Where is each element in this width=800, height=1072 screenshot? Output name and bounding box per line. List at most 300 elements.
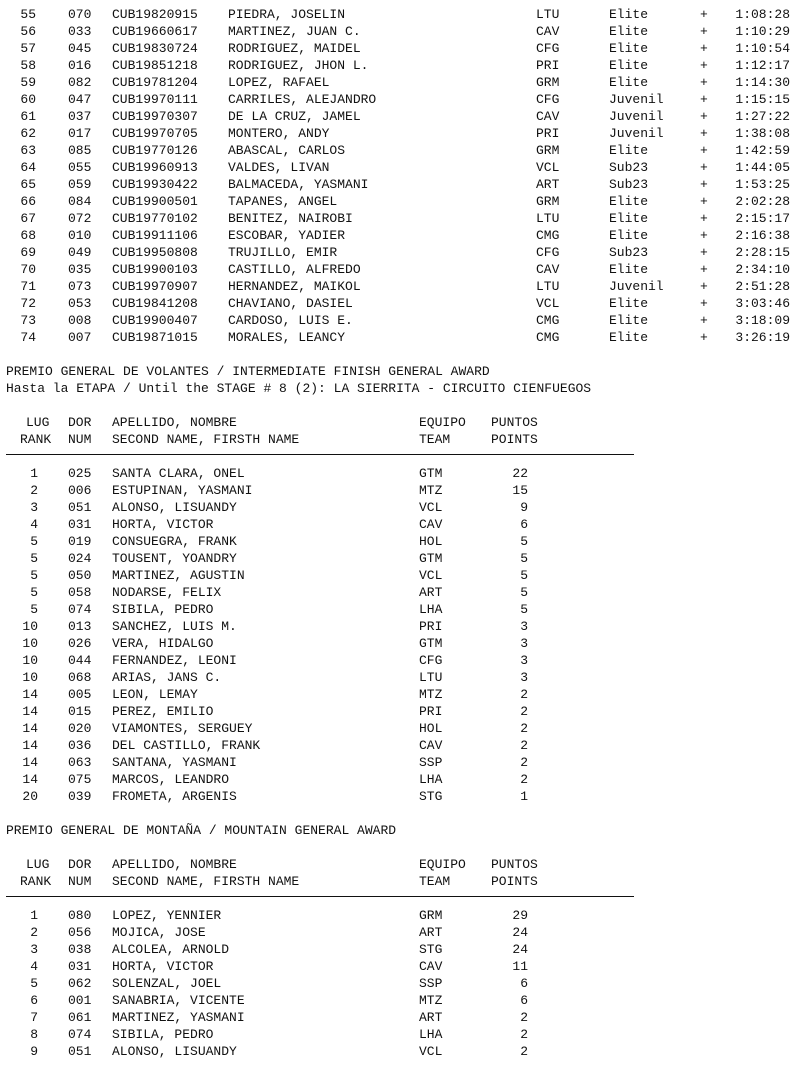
table-row bbox=[6, 686, 796, 703]
rank-cell: 20 bbox=[22, 789, 38, 804]
rank-cell: 2 bbox=[30, 483, 38, 498]
rider-name-cell: TRUJILLO, EMIR bbox=[228, 245, 338, 260]
team-cell: GTM bbox=[419, 551, 443, 566]
bib-cell: 025 bbox=[68, 466, 92, 481]
category-cell: Elite bbox=[609, 7, 649, 22]
bib-cell: 070 bbox=[68, 7, 92, 22]
time-gap-cell: 1:44:05 bbox=[735, 160, 790, 175]
bib-cell: 072 bbox=[68, 211, 92, 226]
uci-code-cell: CUB19820915 bbox=[112, 7, 198, 22]
table-row bbox=[6, 74, 796, 91]
points-cell: 2 bbox=[520, 1044, 528, 1059]
bib-cell: 045 bbox=[68, 41, 92, 56]
rider-name-cell: LOPEZ, RAFAEL bbox=[228, 75, 330, 90]
uci-code-cell: CUB19900103 bbox=[112, 262, 198, 277]
plus-sign: + bbox=[700, 75, 708, 90]
points-cell: 5 bbox=[520, 585, 528, 600]
team-cell: VCL bbox=[419, 568, 443, 583]
points-cell: 3 bbox=[520, 619, 528, 634]
mountain-award-header bbox=[6, 856, 796, 890]
plus-sign: + bbox=[700, 330, 708, 345]
table-row bbox=[6, 533, 796, 550]
mountain-award-title: PREMIO GENERAL DE MONTAÑA / MOUNTAIN GENERAL AWARD bbox=[6, 823, 397, 838]
rank-cell: 4 bbox=[30, 517, 38, 532]
points-cell: 6 bbox=[520, 976, 528, 991]
bib-cell: 080 bbox=[68, 908, 92, 923]
team-cell: LTU bbox=[536, 7, 560, 22]
time-gap-cell: 2:34:10 bbox=[735, 262, 790, 277]
header-team-es: EQUIPO bbox=[419, 857, 466, 872]
bib-cell: 005 bbox=[68, 687, 92, 702]
time-gap-cell: 3:18:09 bbox=[735, 313, 790, 328]
rank-cell: 57 bbox=[20, 41, 36, 56]
time-gap-cell: 1:12:17 bbox=[735, 58, 790, 73]
header-name-es: APELLIDO, NOMBRE bbox=[112, 415, 237, 430]
table-row bbox=[6, 941, 796, 958]
team-cell: VCL bbox=[536, 160, 560, 175]
time-gap-cell: 1:14:30 bbox=[735, 75, 790, 90]
team-cell: VCL bbox=[419, 500, 443, 515]
plus-sign: + bbox=[700, 92, 708, 107]
plus-sign: + bbox=[700, 109, 708, 124]
table-row bbox=[6, 23, 796, 40]
rider-name-cell: LOPEZ, YENNIER bbox=[112, 908, 222, 923]
table-row bbox=[6, 924, 796, 941]
table-row bbox=[6, 975, 796, 992]
plus-sign: + bbox=[700, 228, 708, 243]
rider-name-cell: MARTINEZ, YASMANI bbox=[112, 1010, 245, 1025]
rank-cell: 1 bbox=[30, 466, 38, 481]
bib-cell: 024 bbox=[68, 551, 92, 566]
time-gap-cell: 1:27:22 bbox=[735, 109, 790, 124]
team-cell: CMG bbox=[536, 330, 560, 345]
category-cell: Juvenil bbox=[609, 279, 664, 294]
team-cell: PRI bbox=[419, 704, 443, 719]
rank-cell: 55 bbox=[20, 7, 36, 22]
bib-cell: 047 bbox=[68, 92, 92, 107]
team-cell: VCL bbox=[419, 1044, 443, 1059]
table-row bbox=[6, 40, 796, 57]
time-gap-cell: 3:26:19 bbox=[735, 330, 790, 345]
uci-code-cell: CUB19900407 bbox=[112, 313, 198, 328]
table-row bbox=[6, 652, 796, 669]
rider-name-cell: MORALES, LEANCY bbox=[228, 330, 346, 345]
rider-name-cell: CARDOSO, LUIS E. bbox=[228, 313, 353, 328]
rank-cell: 5 bbox=[30, 585, 38, 600]
rider-name-cell: PIEDRA, JOSELIN bbox=[228, 7, 346, 22]
uci-code-cell: CUB19770102 bbox=[112, 211, 198, 226]
rank-cell: 66 bbox=[20, 194, 36, 209]
bib-cell: 074 bbox=[68, 1027, 92, 1042]
rank-cell: 9 bbox=[30, 1044, 38, 1059]
category-cell: Sub23 bbox=[609, 160, 649, 175]
table-row bbox=[6, 142, 796, 159]
time-gap-cell: 1:38:08 bbox=[735, 126, 790, 141]
general-classification-table bbox=[6, 6, 796, 346]
points-cell: 5 bbox=[520, 568, 528, 583]
rank-cell: 62 bbox=[20, 126, 36, 141]
rider-name-cell: ABASCAL, CARLOS bbox=[228, 143, 346, 158]
team-cell: CFG bbox=[536, 41, 560, 56]
bib-cell: 036 bbox=[68, 738, 92, 753]
table-row bbox=[6, 754, 796, 771]
header-points-es: PUNTOS bbox=[491, 415, 538, 430]
rider-name-cell: HORTA, VICTOR bbox=[112, 959, 214, 974]
category-cell: Elite bbox=[609, 194, 649, 209]
rank-cell: 14 bbox=[22, 721, 38, 736]
category-cell: Elite bbox=[609, 262, 649, 277]
points-cell: 2 bbox=[520, 738, 528, 753]
bib-cell: 017 bbox=[68, 126, 92, 141]
team-cell: LHA bbox=[419, 772, 443, 787]
bib-cell: 008 bbox=[68, 313, 92, 328]
rank-cell: 14 bbox=[22, 772, 38, 787]
rider-name-cell: ESCOBAR, YADIER bbox=[228, 228, 346, 243]
rank-cell: 65 bbox=[20, 177, 36, 192]
rank-cell: 14 bbox=[22, 738, 38, 753]
rank-cell: 14 bbox=[22, 755, 38, 770]
rider-name-cell: NODARSE, FELIX bbox=[112, 585, 222, 600]
team-cell: VCL bbox=[536, 296, 560, 311]
bib-cell: 007 bbox=[68, 330, 92, 345]
rider-name-cell: VIAMONTES, SERGUEY bbox=[112, 721, 253, 736]
rank-cell: 10 bbox=[22, 670, 38, 685]
points-cell: 2 bbox=[520, 704, 528, 719]
table-row bbox=[6, 618, 796, 635]
rider-name-cell: ESTUPINAN, YASMANI bbox=[112, 483, 253, 498]
rider-name-cell: SANCHEZ, LUIS M. bbox=[112, 619, 237, 634]
rank-cell: 10 bbox=[22, 636, 38, 651]
uci-code-cell: CUB19950808 bbox=[112, 245, 198, 260]
team-cell: ART bbox=[536, 177, 560, 192]
rank-cell: 56 bbox=[20, 24, 36, 39]
rank-cell: 73 bbox=[20, 313, 36, 328]
team-cell: MTZ bbox=[419, 687, 443, 702]
rider-name-cell: DEL CASTILLO, FRANK bbox=[112, 738, 261, 753]
rank-cell: 61 bbox=[20, 109, 36, 124]
rank-cell: 59 bbox=[20, 75, 36, 90]
table-row bbox=[6, 108, 796, 125]
time-gap-cell: 1:08:28 bbox=[735, 7, 790, 22]
rank-cell: 68 bbox=[20, 228, 36, 243]
category-cell: Elite bbox=[609, 313, 649, 328]
uci-code-cell: CUB19911106 bbox=[112, 228, 198, 243]
rider-name-cell: MARCOS, LEANDRO bbox=[112, 772, 230, 787]
bib-cell: 050 bbox=[68, 568, 92, 583]
rank-cell: 3 bbox=[30, 942, 38, 957]
rider-name-cell: BENITEZ, NAIROBI bbox=[228, 211, 353, 226]
plus-sign: + bbox=[700, 194, 708, 209]
plus-sign: + bbox=[700, 245, 708, 260]
bib-cell: 055 bbox=[68, 160, 92, 175]
rank-cell: 60 bbox=[20, 92, 36, 107]
uci-code-cell: CUB19660617 bbox=[112, 24, 198, 39]
category-cell: Juvenil bbox=[609, 126, 664, 141]
points-cell: 2 bbox=[520, 687, 528, 702]
header-lug: LUG bbox=[26, 415, 50, 430]
header-dor: DOR bbox=[68, 415, 92, 430]
team-cell: SSP bbox=[419, 976, 443, 991]
bib-cell: 084 bbox=[68, 194, 92, 209]
uci-code-cell: CUB19970705 bbox=[112, 126, 198, 141]
uci-code-cell: CUB19770126 bbox=[112, 143, 198, 158]
team-cell: GRM bbox=[419, 908, 443, 923]
rider-name-cell: MARTINEZ, JUAN C. bbox=[228, 24, 361, 39]
rank-cell: 6 bbox=[30, 993, 38, 1008]
bib-cell: 013 bbox=[68, 619, 92, 634]
points-cell: 3 bbox=[520, 636, 528, 651]
category-cell: Juvenil bbox=[609, 92, 664, 107]
rank-cell: 70 bbox=[20, 262, 36, 277]
rider-name-cell: FROMETA, ARGENIS bbox=[112, 789, 237, 804]
rank-cell: 63 bbox=[20, 143, 36, 158]
plus-sign: + bbox=[700, 160, 708, 175]
rider-name-cell: TOUSENT, YOANDRY bbox=[112, 551, 237, 566]
bib-cell: 031 bbox=[68, 517, 92, 532]
uci-code-cell: CUB19851218 bbox=[112, 58, 198, 73]
header-points-en: POINTS bbox=[491, 874, 538, 889]
team-cell: LTU bbox=[419, 670, 443, 685]
team-cell: SSP bbox=[419, 755, 443, 770]
plus-sign: + bbox=[700, 24, 708, 39]
rider-name-cell: FERNANDEZ, LEONI bbox=[112, 653, 237, 668]
table-row bbox=[6, 1043, 796, 1060]
plus-sign: + bbox=[700, 177, 708, 192]
team-cell: HOL bbox=[419, 721, 443, 736]
rider-name-cell: HORTA, VICTOR bbox=[112, 517, 214, 532]
rank-cell: 8 bbox=[30, 1027, 38, 1042]
category-cell: Elite bbox=[609, 330, 649, 345]
rank-cell: 74 bbox=[20, 330, 36, 345]
table-row bbox=[6, 159, 796, 176]
header-name-en: SECOND NAME, FIRSTH NAME bbox=[112, 874, 300, 889]
rank-cell: 67 bbox=[20, 211, 36, 226]
header-name-es: APELLIDO, NOMBRE bbox=[112, 857, 237, 872]
bib-cell: 051 bbox=[68, 1044, 92, 1059]
time-gap-cell: 2:15:17 bbox=[735, 211, 790, 226]
team-cell: LHA bbox=[419, 602, 443, 617]
team-cell: GRM bbox=[536, 194, 560, 209]
header-dor: DOR bbox=[68, 857, 92, 872]
time-gap-cell: 3:03:46 bbox=[735, 296, 790, 311]
rank-cell: 5 bbox=[30, 551, 38, 566]
rider-name-cell: ARIAS, JANS C. bbox=[112, 670, 222, 685]
points-cell: 15 bbox=[512, 483, 528, 498]
team-cell: HOL bbox=[419, 534, 443, 549]
points-cell: 11 bbox=[512, 959, 528, 974]
bib-cell: 044 bbox=[68, 653, 92, 668]
bib-cell: 059 bbox=[68, 177, 92, 192]
table-row bbox=[6, 635, 796, 652]
intermediate-award-title: PREMIO GENERAL DE VOLANTES / INTERMEDIATE FINISH GENERAL AWARD bbox=[6, 364, 490, 379]
header-rank: RANK bbox=[20, 874, 52, 889]
team-cell: CFG bbox=[536, 245, 560, 260]
category-cell: Elite bbox=[609, 24, 649, 39]
table-row bbox=[6, 584, 796, 601]
bib-cell: 063 bbox=[68, 755, 92, 770]
rider-name-cell: ALONSO, LISUANDY bbox=[112, 500, 237, 515]
team-cell: LHA bbox=[419, 1027, 443, 1042]
table-row bbox=[6, 176, 796, 193]
table-row bbox=[6, 737, 796, 754]
rider-name-cell: DE LA CRUZ, JAMEL bbox=[228, 109, 361, 124]
bib-cell: 038 bbox=[68, 942, 92, 957]
rank-cell: 5 bbox=[30, 568, 38, 583]
rank-cell: 5 bbox=[30, 602, 38, 617]
table-row bbox=[6, 244, 796, 261]
intermediate-award-subtitle: Hasta la ETAPA / Until the STAGE # 8 (2): LA SIERRITA - CIRCUITO CIENFUEGOS bbox=[6, 381, 592, 396]
uci-code-cell: CUB19930422 bbox=[112, 177, 198, 192]
table-row bbox=[6, 958, 796, 975]
team-cell: PRI bbox=[419, 619, 443, 634]
team-cell: ART bbox=[419, 1010, 443, 1025]
team-cell: PRI bbox=[536, 58, 560, 73]
bib-cell: 049 bbox=[68, 245, 92, 260]
points-cell: 2 bbox=[520, 721, 528, 736]
table-row bbox=[6, 720, 796, 737]
table-row bbox=[6, 499, 796, 516]
header-points-es: PUNTOS bbox=[491, 857, 538, 872]
rank-cell: 7 bbox=[30, 1010, 38, 1025]
header-divider bbox=[6, 896, 634, 897]
rider-name-cell: ALONSO, LISUANDY bbox=[112, 1044, 237, 1059]
team-cell: ART bbox=[419, 925, 443, 940]
rank-cell: 10 bbox=[22, 619, 38, 634]
rider-name-cell: SIBILA, PEDRO bbox=[112, 602, 214, 617]
rank-cell: 14 bbox=[22, 704, 38, 719]
plus-sign: + bbox=[700, 279, 708, 294]
bib-cell: 039 bbox=[68, 789, 92, 804]
rider-name-cell: MARTINEZ, AGUSTIN bbox=[112, 568, 245, 583]
team-cell: CMG bbox=[536, 228, 560, 243]
table-row bbox=[6, 1009, 796, 1026]
bib-cell: 085 bbox=[68, 143, 92, 158]
plus-sign: + bbox=[700, 126, 708, 141]
bib-cell: 001 bbox=[68, 993, 92, 1008]
intermediate-award-table bbox=[6, 465, 796, 805]
team-cell: CAV bbox=[419, 738, 443, 753]
rank-cell: 4 bbox=[30, 959, 38, 974]
uci-code-cell: CUB19781204 bbox=[112, 75, 198, 90]
category-cell: Elite bbox=[609, 228, 649, 243]
table-row bbox=[6, 907, 796, 924]
bib-cell: 033 bbox=[68, 24, 92, 39]
time-gap-cell: 1:10:29 bbox=[735, 24, 790, 39]
rider-name-cell: TAPANES, ANGEL bbox=[228, 194, 338, 209]
bib-cell: 019 bbox=[68, 534, 92, 549]
bib-cell: 010 bbox=[68, 228, 92, 243]
time-gap-cell: 1:42:59 bbox=[735, 143, 790, 158]
plus-sign: + bbox=[700, 211, 708, 226]
uci-code-cell: CUB19871015 bbox=[112, 330, 198, 345]
header-name-en: SECOND NAME, FIRSTH NAME bbox=[112, 432, 300, 447]
team-cell: ART bbox=[419, 585, 443, 600]
bib-cell: 016 bbox=[68, 58, 92, 73]
points-cell: 3 bbox=[520, 653, 528, 668]
table-row bbox=[6, 210, 796, 227]
header-rank: RANK bbox=[20, 432, 52, 447]
rider-name-cell: CONSUEGRA, FRANK bbox=[112, 534, 237, 549]
plus-sign: + bbox=[700, 313, 708, 328]
results-document bbox=[6, 6, 796, 1060]
table-row bbox=[6, 550, 796, 567]
rank-cell: 10 bbox=[22, 653, 38, 668]
bib-cell: 051 bbox=[68, 500, 92, 515]
rider-name-cell: SANTANA, YASMANI bbox=[112, 755, 237, 770]
category-cell: Elite bbox=[609, 75, 649, 90]
bib-cell: 031 bbox=[68, 959, 92, 974]
rider-name-cell: HERNANDEZ, MAIKOL bbox=[228, 279, 361, 294]
team-cell: GRM bbox=[536, 143, 560, 158]
table-row bbox=[6, 703, 796, 720]
rider-name-cell: LEON, LEMAY bbox=[112, 687, 198, 702]
rider-name-cell: SANTA CLARA, ONEL bbox=[112, 466, 245, 481]
rider-name-cell: PEREZ, EMILIO bbox=[112, 704, 214, 719]
time-gap-cell: 2:51:28 bbox=[735, 279, 790, 294]
team-cell: CAV bbox=[536, 262, 560, 277]
team-cell: LTU bbox=[536, 211, 560, 226]
points-cell: 29 bbox=[512, 908, 528, 923]
team-cell: GTM bbox=[419, 466, 443, 481]
rank-cell: 1 bbox=[30, 908, 38, 923]
bib-cell: 075 bbox=[68, 772, 92, 787]
team-cell: CAV bbox=[419, 517, 443, 532]
points-cell: 5 bbox=[520, 534, 528, 549]
rider-name-cell: VERA, HIDALGO bbox=[112, 636, 214, 651]
category-cell: Elite bbox=[609, 211, 649, 226]
rider-name-cell: CHAVIANO, DASIEL bbox=[228, 296, 353, 311]
points-cell: 1 bbox=[520, 789, 528, 804]
header-lug: LUG bbox=[26, 857, 50, 872]
rider-name-cell: BALMACEDA, YASMANI bbox=[228, 177, 369, 192]
team-cell: MTZ bbox=[419, 993, 443, 1008]
team-cell: CAV bbox=[536, 24, 560, 39]
plus-sign: + bbox=[700, 262, 708, 277]
category-cell: Sub23 bbox=[609, 245, 649, 260]
points-cell: 6 bbox=[520, 517, 528, 532]
points-cell: 2 bbox=[520, 1010, 528, 1025]
category-cell: Sub23 bbox=[609, 177, 649, 192]
time-gap-cell: 1:10:54 bbox=[735, 41, 790, 56]
rank-cell: 2 bbox=[30, 925, 38, 940]
category-cell: Elite bbox=[609, 143, 649, 158]
points-cell: 2 bbox=[520, 772, 528, 787]
points-cell: 24 bbox=[512, 942, 528, 957]
rider-name-cell: MOJICA, JOSE bbox=[112, 925, 206, 940]
table-row bbox=[6, 57, 796, 74]
points-cell: 2 bbox=[520, 1027, 528, 1042]
rider-name-cell: SIBILA, PEDRO bbox=[112, 1027, 214, 1042]
header-team-es: EQUIPO bbox=[419, 415, 466, 430]
team-cell: CAV bbox=[419, 959, 443, 974]
team-cell: PRI bbox=[536, 126, 560, 141]
rider-name-cell: RODRIGUEZ, JHON L. bbox=[228, 58, 369, 73]
table-row bbox=[6, 516, 796, 533]
plus-sign: + bbox=[700, 143, 708, 158]
header-points-en: POINTS bbox=[491, 432, 538, 447]
bib-cell: 006 bbox=[68, 483, 92, 498]
uci-code-cell: CUB19970907 bbox=[112, 279, 198, 294]
table-row bbox=[6, 992, 796, 1009]
team-cell: GTM bbox=[419, 636, 443, 651]
table-row bbox=[6, 329, 796, 346]
table-row bbox=[6, 1026, 796, 1043]
bib-cell: 082 bbox=[68, 75, 92, 90]
points-cell: 3 bbox=[520, 670, 528, 685]
table-row bbox=[6, 669, 796, 686]
rank-cell: 58 bbox=[20, 58, 36, 73]
rank-cell: 71 bbox=[20, 279, 36, 294]
